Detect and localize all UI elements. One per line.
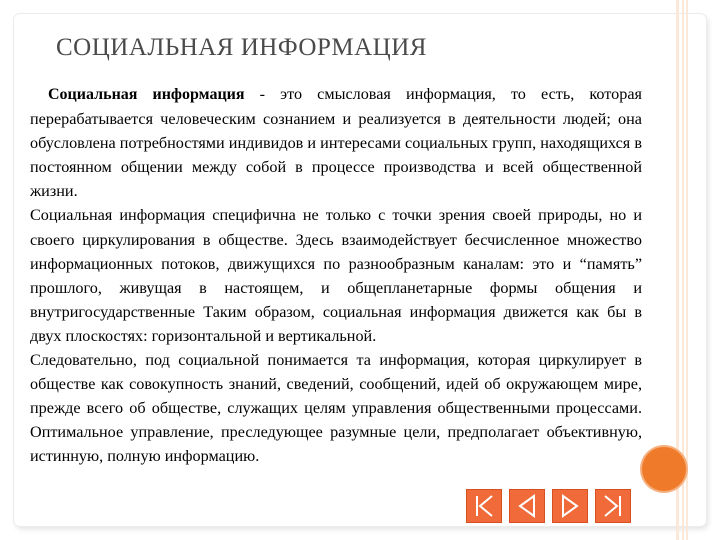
decorative-circle (642, 447, 686, 491)
slide-body (30, 82, 642, 469)
prev-slide-button[interactable] (509, 489, 545, 523)
navigation-bar (466, 489, 631, 523)
first-slide-button[interactable] (466, 489, 502, 523)
next-slide-button[interactable] (552, 489, 588, 523)
next-icon (556, 492, 584, 520)
first-icon (470, 492, 498, 520)
paragraph-1-text: - это смысловая информация, то есть, которая перерабатывается человеческим сознанием и реализуется в деятельности людей; она обусловлена потребностями индивидов и интересами социальных групп, находящихся в постоянном общении между собой в процессе производства и всей общественной жизни. (30, 85, 642, 201)
last-slide-button[interactable] (595, 489, 631, 523)
paragraph-3: Следовательно, под социальной понимается та информация, которая циркулирует в обществе как совокупность знаний, сведений, сообщений, идей об окружающем мире, прежде всего об обществе, служащих целям управления общественными процессами. Оптимальное управление, преследующее разумные цели, предполагает объективную, истинную, полную информацию. (30, 351, 642, 466)
paragraph-2: Социальная информация специфична не только с точки зрения своей природы, но и своего циркулирования в обществе. Здесь взаимодействует бесчисленное множество информационных потоков, движущихся по разнообразным каналам: это и “память” прошлого, живущая в настоящем, и общепланетарные формы общения и внутригосударственные Таким образом, социальная информация движется как бы в двух плоскостях: горизонтальной и вертикальной. (30, 206, 642, 345)
prev-icon (513, 492, 541, 520)
last-icon (599, 492, 627, 520)
paragraph-1 (30, 82, 642, 203)
highlighted-term: Социальная информация (48, 86, 245, 103)
slide-title: СОЦИАЛЬНАЯ ИНФОРМАЦИЯ (56, 34, 427, 61)
